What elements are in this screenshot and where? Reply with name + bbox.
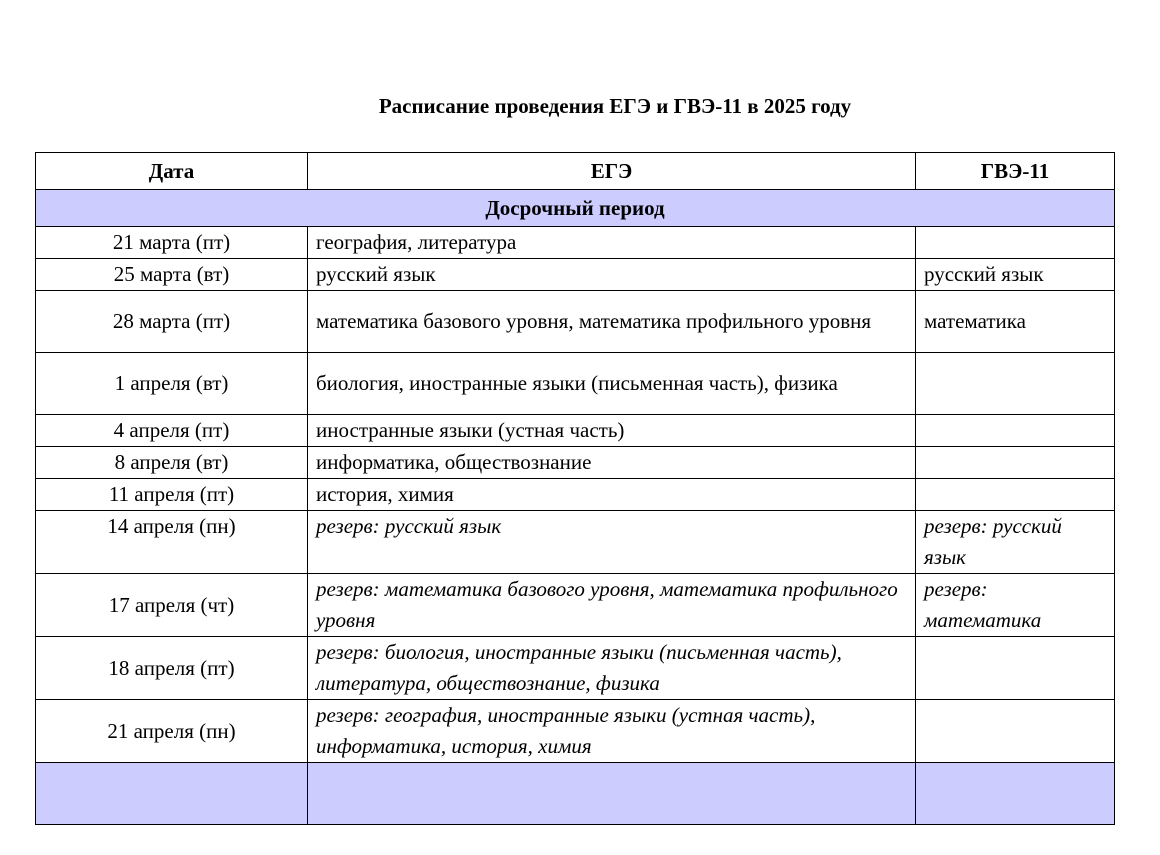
header-row [36, 153, 1115, 190]
ege-subjects: русский язык [308, 259, 916, 291]
ege-subjects: история, химия [308, 479, 916, 511]
ege-subjects: резерв: география, иностранные языки (устная часть), информатика, история, химия [308, 700, 916, 763]
exam-date: 21 апреля (пн) [36, 700, 308, 763]
ege-subjects: информатика, обществознание [308, 447, 916, 479]
exam-date: 4 апреля (пт) [36, 415, 308, 447]
table-row [36, 511, 1115, 574]
gve-subjects [916, 447, 1115, 479]
exam-date: 11 апреля (пт) [36, 479, 308, 511]
column-header-gve: ГВЭ-11 [916, 153, 1115, 190]
ege-subjects: математика базового уровня, математика профильного уровня [308, 291, 916, 353]
table-row [36, 574, 1115, 637]
exam-date: 1 апреля (вт) [36, 353, 308, 415]
table-row [36, 637, 1115, 700]
exam-date: 21 марта (пт) [36, 227, 308, 259]
schedule-table [35, 152, 1115, 825]
ege-subjects: иностранные языки (устная часть) [308, 415, 916, 447]
gve-subjects [916, 353, 1115, 415]
table-row [36, 415, 1115, 447]
page-title: Расписание проведения ЕГЭ и ГВЭ-11 в 2025 году [378, 94, 852, 118]
column-header-date: Дата [36, 153, 308, 190]
table-row [36, 291, 1115, 353]
ege-subjects: резерв: математика базового уровня, математика профильного уровня [308, 574, 916, 637]
exam-date: 8 апреля (вт) [36, 447, 308, 479]
ege-subjects: биология, иностранные языки (письменная часть), физика [308, 353, 916, 415]
table-row [36, 700, 1115, 763]
exam-date: 28 марта (пт) [36, 291, 308, 353]
ege-subjects: резерв: биология, иностранные языки (письменная часть), литература, обществознание, физика [308, 637, 916, 700]
gve-subjects [916, 227, 1115, 259]
table-row [36, 447, 1115, 479]
column-header-ege: ЕГЭ [308, 153, 916, 190]
ege-subjects: география, литература [308, 227, 916, 259]
empty-highlight-row [36, 763, 1115, 825]
empty-cell [916, 763, 1115, 825]
gve-subjects [916, 637, 1115, 700]
exam-date: 17 апреля (чт) [36, 574, 308, 637]
period-label: Досрочный период [36, 190, 1115, 227]
exam-date: 14 апреля (пн) [36, 511, 308, 574]
gve-subjects [916, 479, 1115, 511]
gve-subjects: математика [916, 291, 1115, 353]
exam-date: 18 апреля (пт) [36, 637, 308, 700]
table-row [36, 227, 1115, 259]
gve-subjects: русский язык [916, 259, 1115, 291]
table-row [36, 259, 1115, 291]
empty-cell [308, 763, 916, 825]
ege-subjects: резерв: русский язык [308, 511, 916, 574]
table-row [36, 353, 1115, 415]
period-row [36, 190, 1115, 227]
empty-cell [36, 763, 308, 825]
exam-date: 25 марта (вт) [36, 259, 308, 291]
gve-subjects: резерв: математика [916, 574, 1115, 637]
gve-subjects [916, 700, 1115, 763]
gve-subjects [916, 415, 1115, 447]
table-row [36, 479, 1115, 511]
gve-subjects: резерв: русский язык [916, 511, 1115, 574]
